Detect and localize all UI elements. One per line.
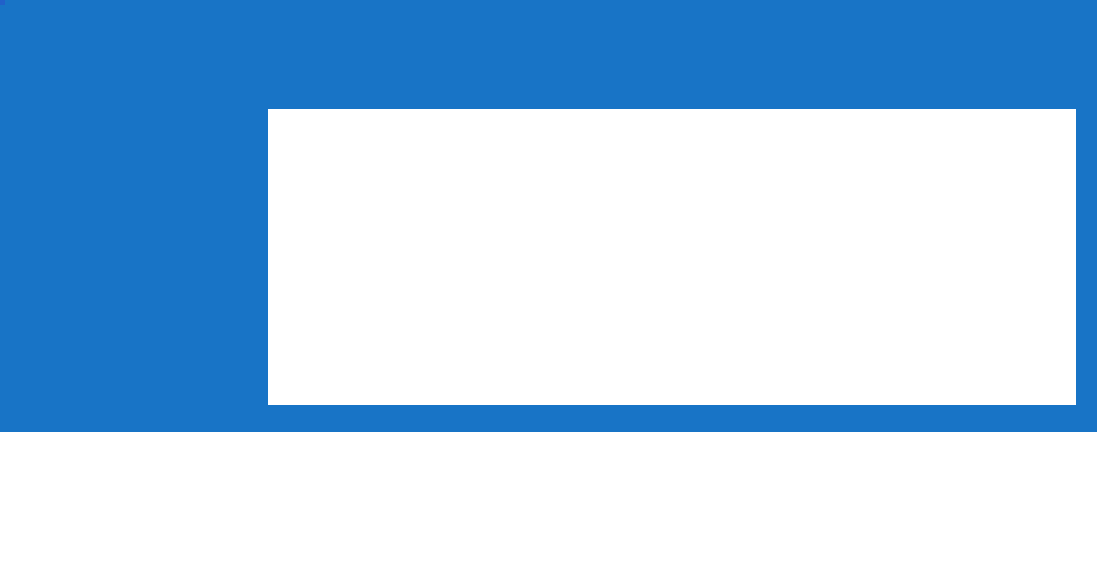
selection-handle[interactable]: [0, 0, 5, 5]
defile-column: [268, 109, 360, 405]
schedule-grid-area: [268, 109, 1076, 405]
nao-dweiln-column: [985, 109, 1076, 405]
